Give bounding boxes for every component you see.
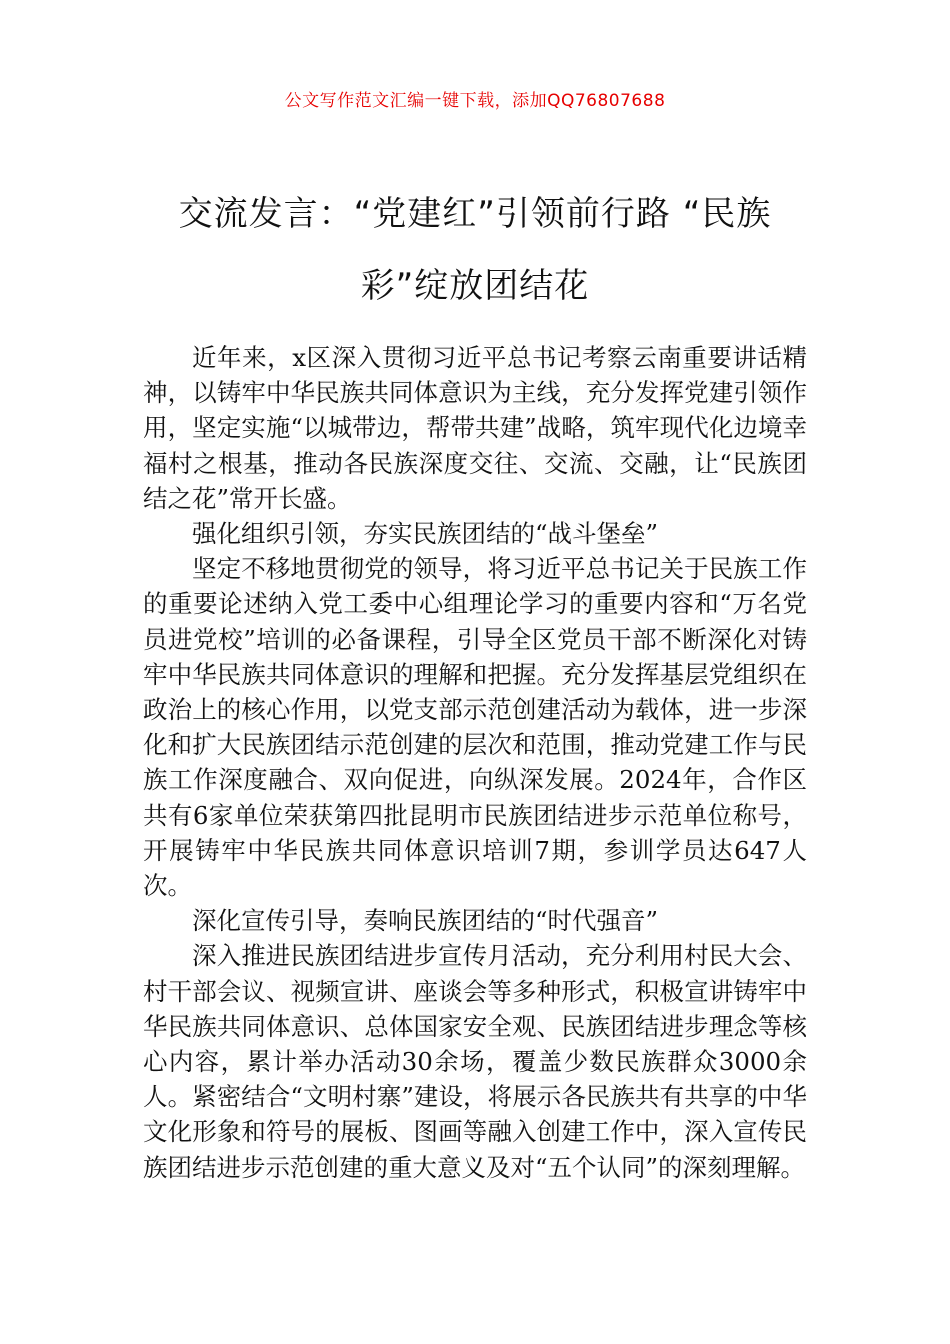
title-line-2: 彩”绽放团结花 [360, 266, 590, 306]
header-download-note: 公文写作范文汇编一键下载，添加QQ76807688 [284, 91, 666, 111]
title-line-1: 交流发言：“党建红”引领前行路 “民族 [178, 194, 772, 234]
document-title [145, 178, 805, 322]
paragraph-section-1: 坚定不移地贯彻党的领导，将习近平总书记关于民族工作的重要论述纳入党工委中心组理论学习的重要内容和“万名党员进党校”培训的必备课程，引导全区党员干部不断深化对铸牢中华民族共同体意识的理解和把握。充分发挥基层党组织在政治上的核心作用，以党支部示范创建活动为载体，进一步深化和扩大民族团结示范创建的层次和范围，推动党建工作与民族工作深度融合、双向促进，向纵深发展。2024年，合作区共有6家单位荣获第四批昆明市民族团结进步示范单位称号，开展铸牢中华民族共同体意识培训7期，参训学员达647人次。 [143, 554, 807, 901]
section-heading-2: 深化宣传引导，奏响民族团结的“时代强音” [192, 906, 659, 936]
section-heading-1: 强化组织引领，夯实民族团结的“战斗堡垒” [192, 519, 659, 549]
paragraph-intro: 近年来，x区深入贯彻习近平总书记考察云南重要讲话精神，以铸牢中华民族共同体意识为主线，充分发挥党建引领作用，坚定实施“以城带边，帮带共建”战略，筑牢现代化边境幸福村之根基，推动各民族深度交往、交流、交融，让“民族团结之花”常开长盛。 [143, 343, 807, 513]
document-body [143, 340, 807, 1185]
paragraph-section-2: 深入推进民族团结进步宣传月活动，充分利用村民大会、村干部会议、视频宣讲、座谈会等多种形式，积极宣讲铸牢中华民族共同体意识、总体国家安全观、民族团结进步理念等核心内容，累计举办活动30余场，覆盖少数民族群众3000余人。紧密结合“文明村寨”建设，将展示各民族共有共享的中华文化形象和符号的展板、图画等融入创建工作中，深入宣传民族团结进步示范创建的重大意义及对“五个认同”的深刻理解。 [143, 941, 807, 1182]
